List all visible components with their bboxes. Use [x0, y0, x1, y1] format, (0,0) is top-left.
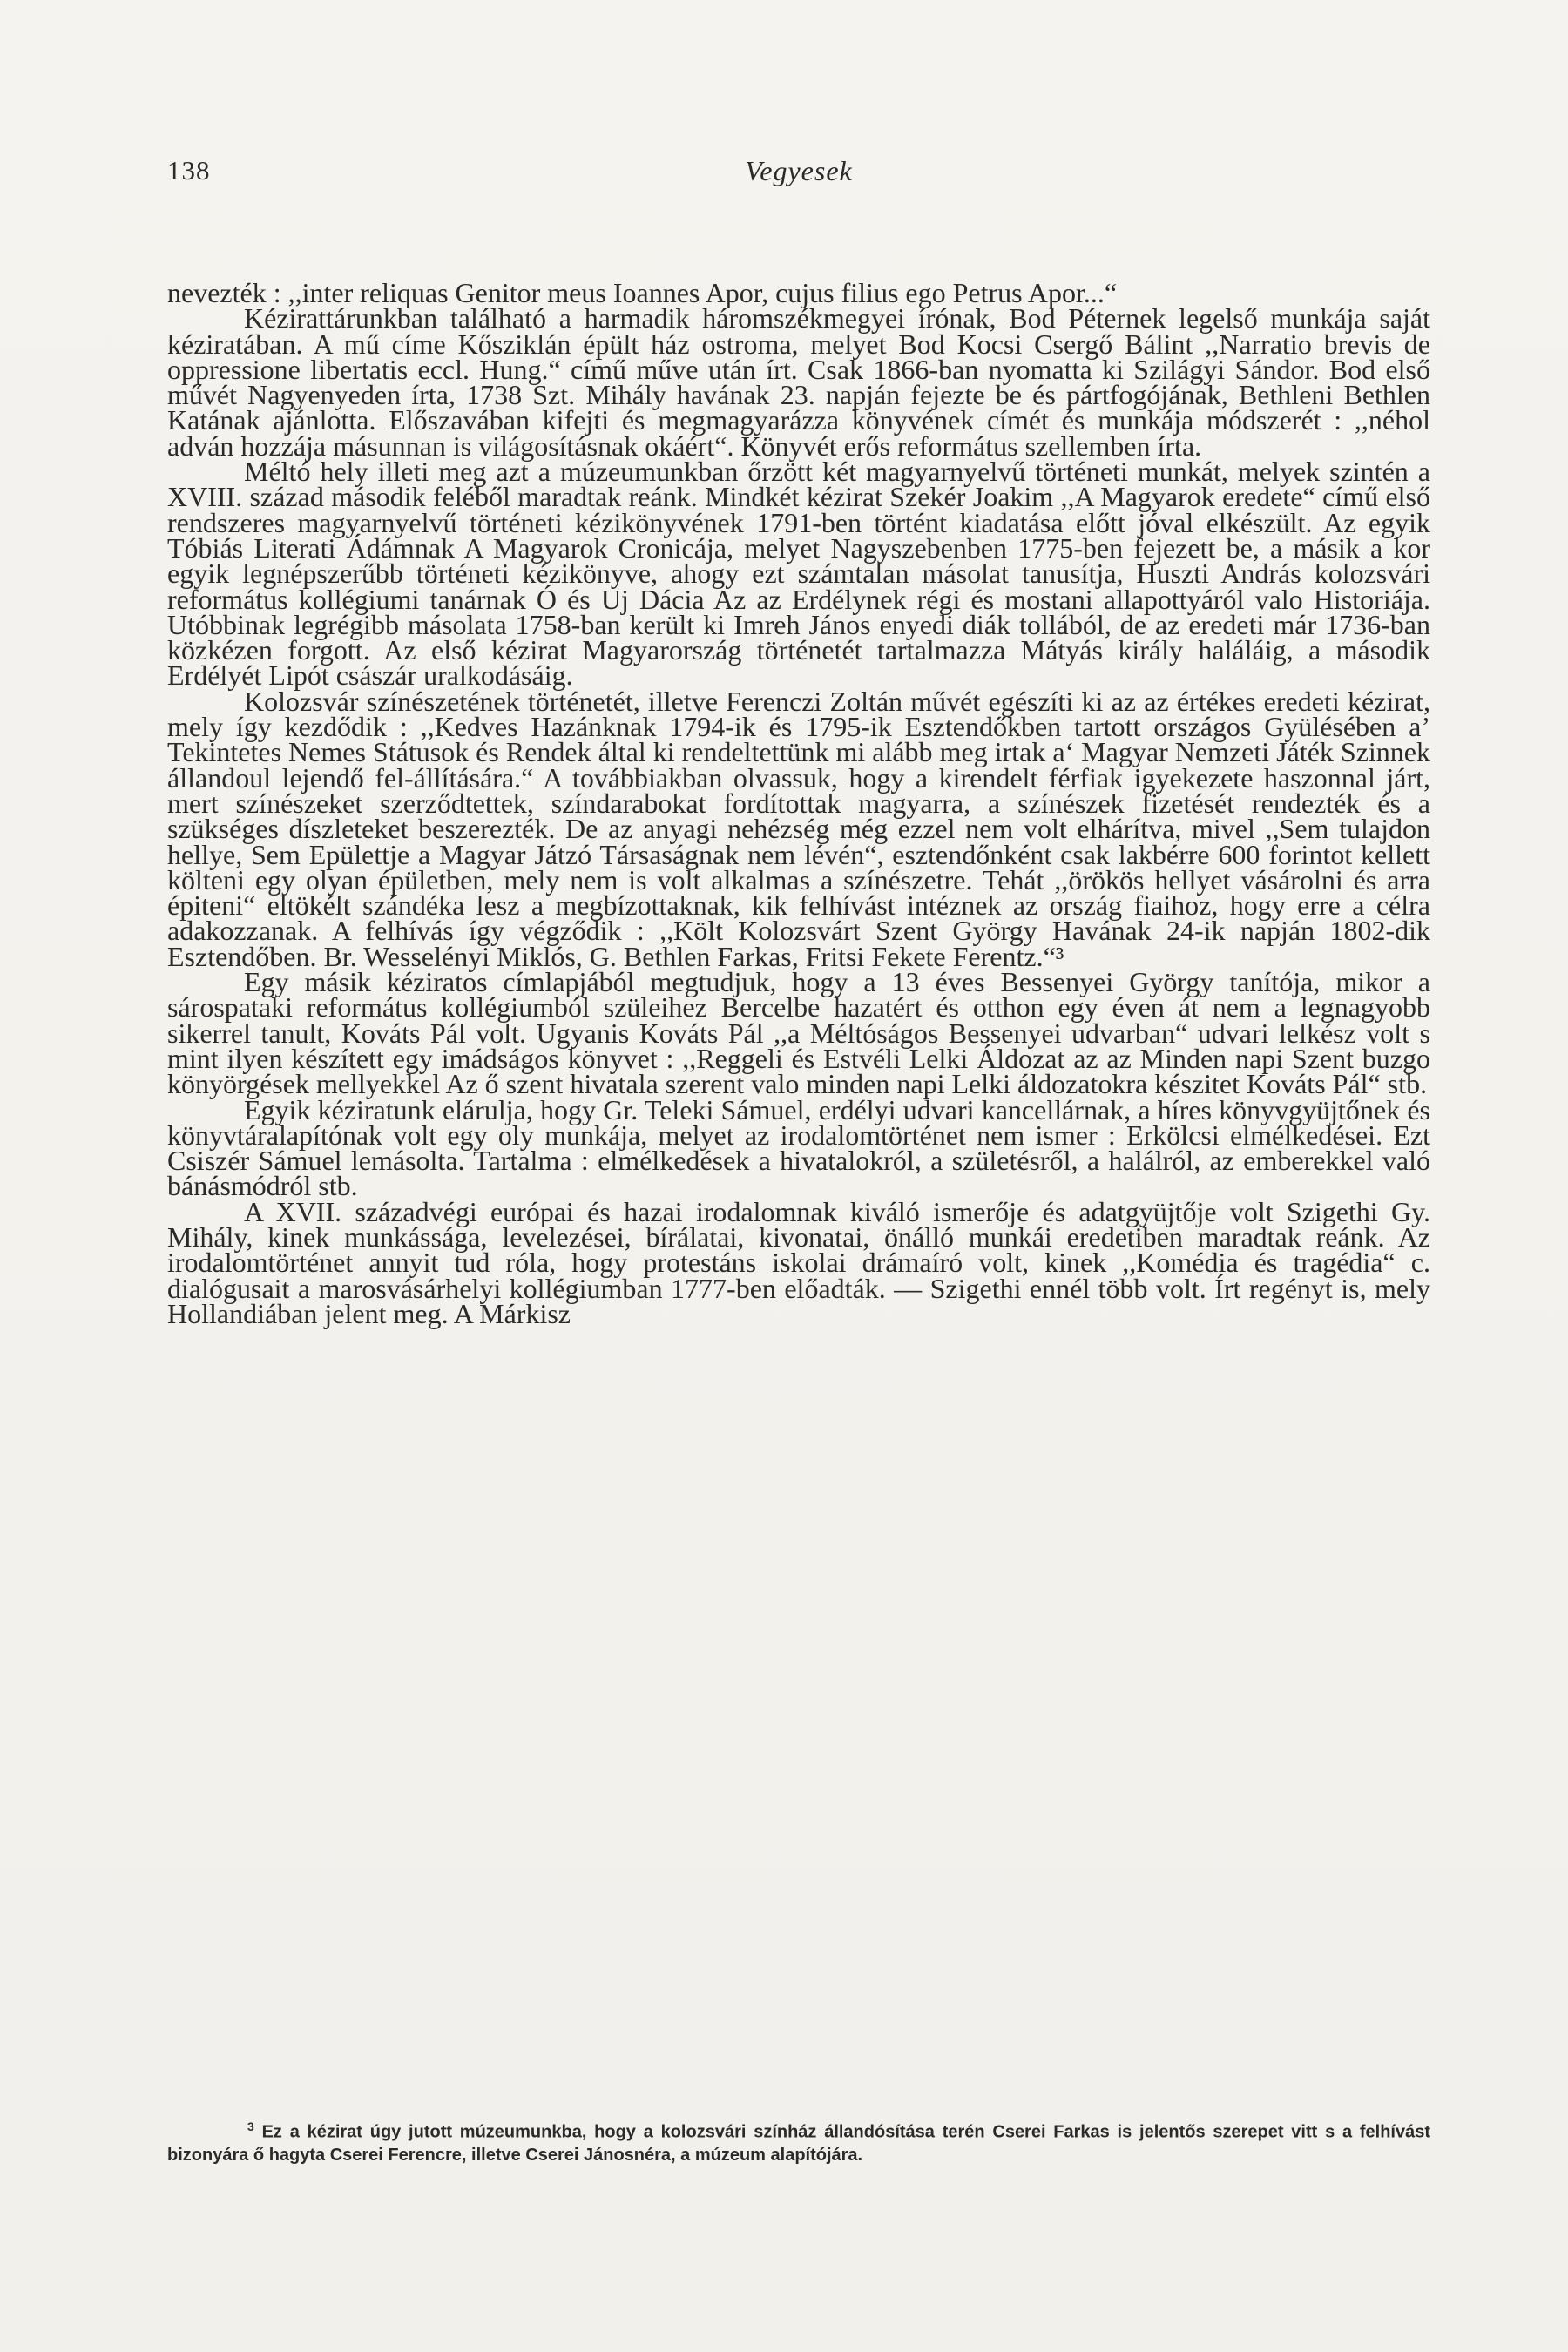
paragraph: Kézirattárunkban található a harmadik háromszékmegyei írónak, Bod Péternek legelső munkája saját kéziratában. A mű címe Kősziklán épült ház ostroma, melyet Bod Kocsi Csergő Bálint ,,Narratio brevis de oppressione libertatis eccl. Hung.“ című műve után írt. Csak 1866-ban nyomatta ki Szilágyi Sándor. Bod első művét Nagyenyeden írta, 1738 Szt. Mihály havának 23. napján fejezte be és pártfogójának, Bethleni Bethlen Katának ajánlotta. Előszavában kifejti és megmagyarázza könyvének címét és munkája módszerét : ,,néhol adván hozzája másunnan is világosításnak okáért“. Könyvét erős református szellemben írta.	[167, 302, 1430, 462]
paragraph: Méltó hely illeti meg azt a múzeumunkban őrzött két magyarnyelvű történeti munkát, melyek szintén a XVIII. század második feléből maradtak reánk. Mindkét kézirat Szekér Joakim ,,A Magyarok eredete“ című első rendszeres magyarnyelvű történeti kézikönyvének 1791-ben történt kiadatása előtt jóval elkészült. Az egyik Tóbiás Literati Ádámnak A Magyarok Cronicája, melyet Nagyszebenben 1775-ben fejezett be, a másik a kor egyik legnépszerűbb történeti kézikönyve, ahogy ezt számtalan másolat tanusítja, Huszti András kolozsvári református kollégiumi tanárnak Ó és Uj Dácia Az az Erdélynek régi és mostani allapottyáról valo Historiája. Utóbbinak legrégibb másolata 1758-ban került ki Imreh János enyedi diák tollából, de az eredeti már 1736-ban közkézen forgott. Az első kézirat Magyarország történetét tartalmazza Mátyás király haláláig, a második Erdélyét Lipót császár uralkodásáig.	[167, 456, 1430, 692]
paragraph: Egyik kéziratunk elárulja, hogy Gr. Teleki Sámuel, erdélyi udvari kancellárnak, a híres könyvgyüjtőnek és könyvtáralapítónak volt egy oly munkája, melyet az irodalomtörténet nem ismer : Erkölcsi elmélkedései. Ezt Csiszér Sámuel lemásolta. Tartalma : elmélkedések a hivatalokról, a születésről, a halálról, az emberekkel való bánásmódról stb.	[167, 1093, 1430, 1202]
page-number: 138	[167, 155, 211, 186]
footnote-text: Ez a kézirat úgy jutott múzeumunkba, hogy a kolozsvári színház állandósítása terén Cserei Farkas is jelentős szerepet vitt s a felhívást bizonyára ő hagyta Cserei Ferencre, illetve Cserei Jánosnéra, a múzeum alapítójára.	[167, 2122, 1430, 2165]
body-text	[167, 277, 1430, 1329]
footnote-marker: 3	[247, 2119, 254, 2133]
paragraph: A XVII. századvégi európai és hazai irodalomnak kiváló ismerője és adatgyüjtője volt Szigethi Gy. Mihály, kinek munkássága, levelezései, bírálatai, kivonatai, önálló munkái eredetiben maradtak reánk. Az irodalomtörténet annyit tud róla, hogy protestáns iskolai drámaíró volt, kinek ,,Komédia és tragédia“ c. dialógusait a marosvásárhelyi kollégiumban 1777-ben előadták. — Szigethi ennél több volt. Írt regényt is, mely Hollandiában jelent meg. A Márkisz	[167, 1195, 1430, 1329]
paragraph: Kolozsvár színészetének történetét, illetve Ferenczi Zoltán művét egészíti ki az az értékes eredeti kézirat, mely így kezdődik : ,,Kedves Hazánknak 1794-ik és 1795-ik Esztendőkben tartott országos Gyülésében a’ Tekintetes Nemes Státusok és Rendek által ki rendeltettünk mi alább meg irtak a‘ Magyar Nemzeti Játék Szinnek állandoul lejendő fel-állítására.“ A továbbiakban olvassuk, hogy a kirendelt férfiak igyekezete haszonnal járt, mert színészeket szerződtettek, színdarabokat fordítottak magyarra, a színészek fizetését rendezték és a szükséges díszleteket beszerezték. De az anyagi nehézség még ezzel nem volt elhárítva, mivel ,,Sem tulajdon hellye, Sem Epülettje a Magyar Játzó Társaságnak nem lévén“, esztendőnként csak lakbérre 600 forintot kellett költeni egy olyan épületben, mely nem is volt alkalmas a színészetre. Tehát ,,örökös hellyet vásárolni és arra épiteni“ eltökélt szándéka lesz a megbízottaknak, kik felhívást intéznek az ország fiaihoz, hogy erre a célra adakozzanak. A felhívás így végződik : ,,Költ Kolozsvárt Szent György Havának 24-ik napján 1802-dik Esztendőben. Br. Wesselényi Miklós, G. Bethlen Farkas, Fritsi Fekete Ferentz.“³	[167, 685, 1430, 972]
page-header	[167, 155, 1430, 199]
footnote	[167, 2115, 1430, 2166]
paragraph: nevezték : ,,inter reliquas Genitor meus Ioannes Apor, cujus filius ego Petrus Apor...“	[167, 277, 1118, 308]
running-title: Vegyesek	[745, 155, 853, 186]
paragraph: Egy másik kéziratos címlapjából megtudjuk, hogy a 13 éves Bessenyei György tanítója, mikor a sárospataki református kollégiumból szüleihez Bercelbe hazatért és otthon egy éven át nem a legnagyobb sikerrel tanult, Kováts Pál volt. Ugyanis Kováts Pál ,,a Méltóságos Bessenyei udvarban“ udvari lelkész volt s mint ilyen készített egy imádságos könyvet : ,,Reggeli és Estvéli Lelki Áldozat az az Minden napi Szent buzgo könyörgések mellyekkel Az ő szent hivatala szerent valo minden napi Lelki áldozatokra készitet Kováts Pál“ stb.	[167, 966, 1430, 1100]
